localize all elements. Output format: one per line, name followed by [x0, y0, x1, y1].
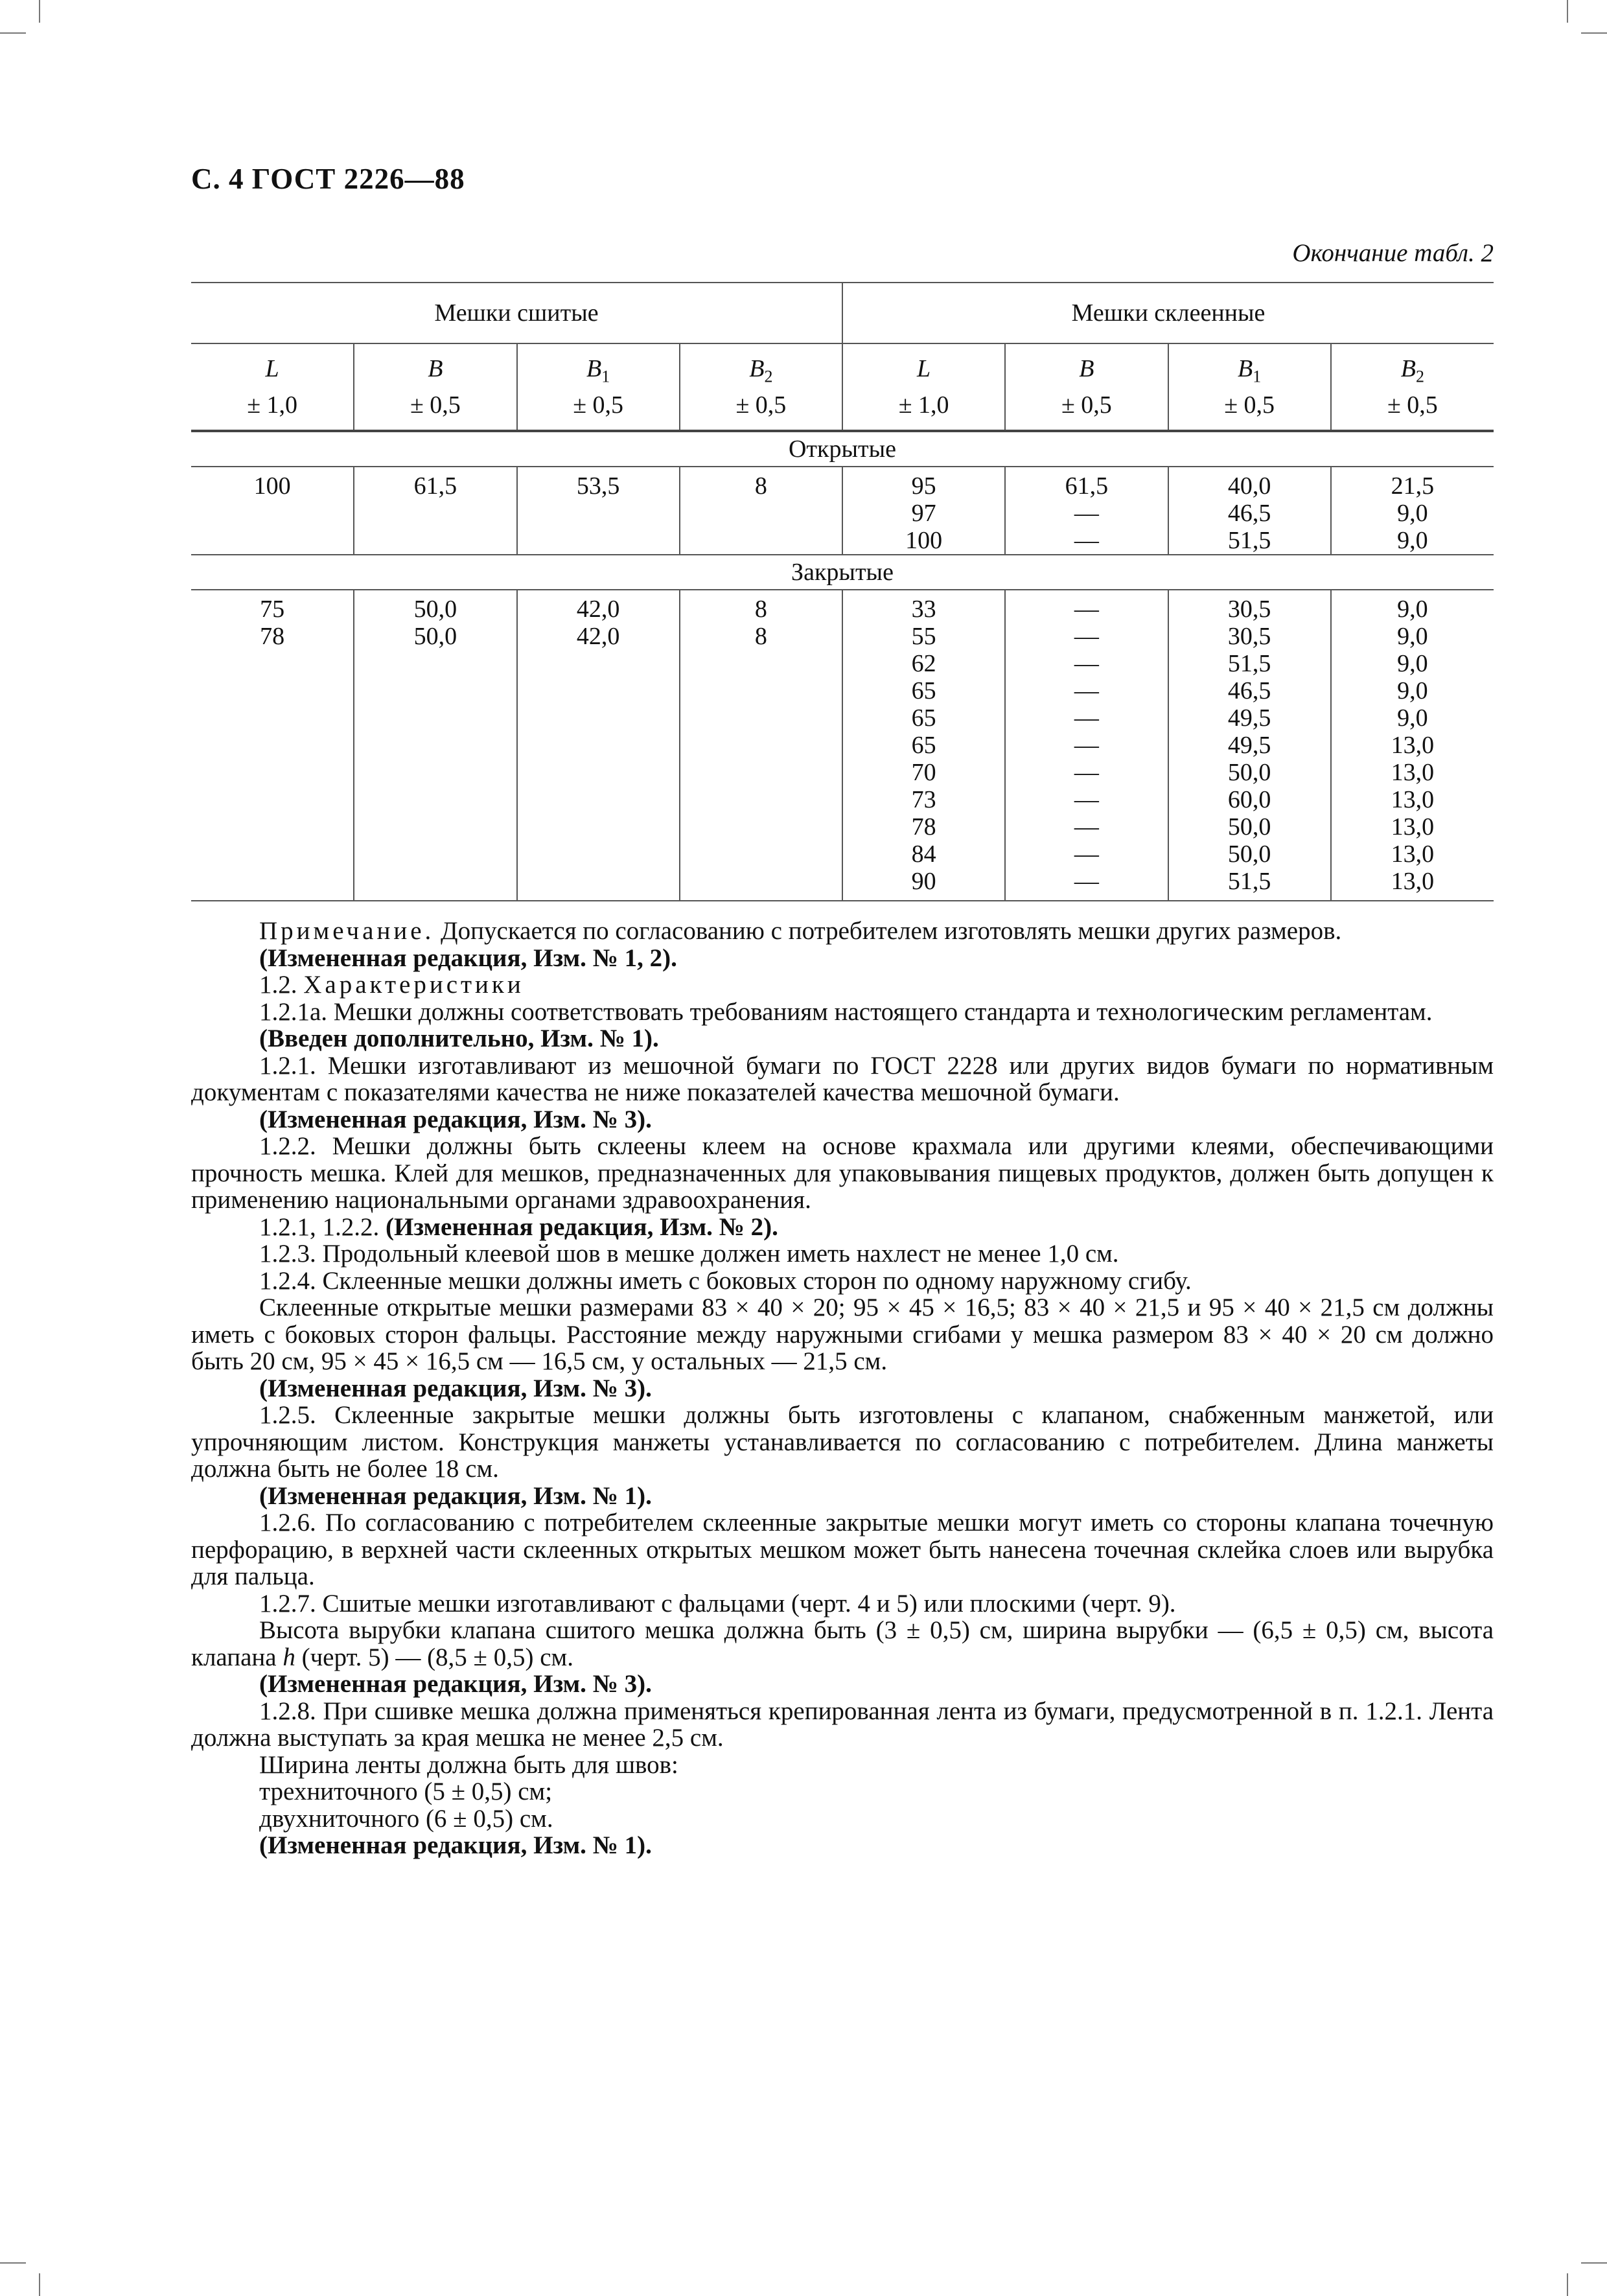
paragraph-1-2-7-b — [191, 1617, 1494, 1671]
cell-value: 55 — [911, 623, 936, 650]
table-cell — [1331, 467, 1494, 555]
table-cell — [842, 590, 1005, 901]
table-cell — [1168, 590, 1331, 901]
cell-value: 21,5 — [1391, 472, 1435, 500]
column-header — [1331, 343, 1494, 431]
cell-value: 51,5 — [1227, 650, 1271, 677]
cell-value: 42,0 — [576, 596, 620, 623]
note-label: Примечание. — [259, 917, 435, 945]
cell-value: 13,0 — [1391, 813, 1435, 841]
paragraph-three-thread: трехниточного (5 ± 0,5) см; — [259, 1778, 553, 1805]
column-symbol: B — [1238, 354, 1253, 382]
column-header — [354, 343, 516, 431]
table-cell — [354, 590, 516, 901]
crop-mark-bottom-left-h — [0, 2262, 26, 2264]
symbol-h: h — [283, 1643, 295, 1671]
group-sewn-bags: Мешки сшитые — [191, 283, 842, 343]
dimensions-table — [191, 282, 1494, 901]
table-cell — [517, 590, 680, 901]
section-title: Характеристики — [303, 971, 524, 999]
column-tolerance: ± 0,5 — [410, 391, 461, 419]
column-header — [1168, 343, 1331, 431]
cell-value: 46,5 — [1227, 677, 1271, 704]
cell-value: 46,5 — [1227, 500, 1271, 527]
paragraph-two-thread: двухниточного (6 ± 0,5) см. — [259, 1804, 553, 1833]
column-tolerance: ± 0,5 — [1224, 391, 1275, 419]
paragraph-1-2-4: 1.2.4. Склеенные мешки должны иметь с боковых сторон по одному наружному сгибу. — [259, 1266, 1192, 1295]
cell-value: 40,0 — [1227, 472, 1271, 500]
cell-value: 65 — [911, 677, 936, 704]
table-section-row — [191, 431, 1494, 467]
cell-value: — — [1074, 732, 1099, 759]
table-cell — [1168, 467, 1331, 555]
cell-value: — — [1074, 786, 1099, 813]
column-header — [1005, 343, 1168, 431]
cell-value: 13,0 — [1391, 732, 1435, 759]
cell-value: 100 — [905, 527, 943, 554]
cell-value: — — [1074, 813, 1099, 841]
cell-value: — — [1074, 527, 1099, 554]
paragraph-1-2-6: 1.2.6. По согласованию с потребителем склеенные закрытые мешки могут иметь со стороны клапана точечную перфорацию, в верхней части склеенных открытых мешком может быть нанесена точечная склейка слоев или вырубка для пальца. — [191, 1509, 1494, 1590]
cell-value: 9,0 — [1397, 596, 1428, 623]
paragraph-1-2-5: 1.2.5. Склеенные закрытые мешки должны быть изготовлены с клапаном, снабженным манжетой, или упрочняющим листом. Конструкция манжеты устанавливается по согласованию с потребителем. Длина манжеты должна быть не более 18 см. — [191, 1401, 1494, 1483]
cell-value: 49,5 — [1227, 704, 1271, 732]
table-row — [191, 590, 1494, 901]
cell-value: — — [1074, 623, 1099, 650]
table-caption: Окончание табл. 2 — [1292, 239, 1494, 267]
amendment-1-a: (Измененная редакция, Изм. № 1). — [259, 1481, 652, 1510]
cell-value: 50,0 — [1227, 841, 1271, 868]
ref-1-2-1-1-2-2: 1.2.1, 1.2.2. — [259, 1212, 386, 1241]
crop-mark-top-left-v — [39, 0, 40, 23]
cell-value: — — [1074, 704, 1099, 732]
cell-value: 65 — [911, 732, 936, 759]
cell-value: 13,0 — [1391, 841, 1435, 868]
section-heading — [191, 971, 1494, 999]
cell-value: — — [1074, 500, 1099, 527]
column-symbol: L — [917, 354, 931, 382]
table-row — [191, 467, 1494, 555]
cell-value: 53,5 — [576, 472, 620, 500]
column-tolerance: ± 0,5 — [735, 391, 787, 419]
cell-value: 60,0 — [1227, 786, 1271, 813]
cell-value: 9,0 — [1397, 704, 1428, 732]
cell-value: 61,5 — [413, 472, 457, 500]
crop-mark-top-right-v — [1567, 0, 1568, 23]
paragraph-1-2-1: 1.2.1. Мешки изготавливают из мешочной бумаги по ГОСТ 2228 или других видов бумаги по нормативным документам с показателями качества не ниже показателей качества мешочной бумаги. — [191, 1051, 1494, 1106]
cell-value: 8 — [754, 623, 767, 650]
column-header — [517, 343, 680, 431]
crop-mark-bottom-right-h — [1581, 2262, 1607, 2264]
cell-value: 13,0 — [1391, 759, 1435, 786]
column-symbol: B — [1400, 354, 1416, 382]
table-section-row — [191, 555, 1494, 590]
cell-value: 50,0 — [413, 596, 457, 623]
note-text: Допускается по согласованию с потребителем изготовлять мешки других размеров. — [434, 917, 1342, 945]
table-cell — [1005, 467, 1168, 555]
section-title: Открытые — [191, 431, 1494, 467]
column-subscript: 1 — [1253, 367, 1262, 386]
cell-value: 50,0 — [413, 623, 457, 650]
cell-value: 65 — [911, 704, 936, 732]
cell-value: 95 — [911, 472, 936, 500]
section-number: 1.2. — [259, 971, 304, 999]
table-column-header — [191, 343, 1494, 431]
column-symbol: L — [265, 354, 279, 382]
cell-value: 61,5 — [1065, 472, 1109, 500]
paragraph-1-2-3: 1.2.3. Продольный клеевой шов в мешке должен иметь нахлест не менее 1,0 см. — [259, 1240, 1119, 1268]
crop-mark-bottom-right-v — [1567, 2273, 1568, 2296]
cell-value: 9,0 — [1397, 650, 1428, 677]
cell-value: — — [1074, 596, 1099, 623]
column-tolerance: ± 0,5 — [1387, 391, 1438, 419]
column-tolerance: ± 1,0 — [247, 391, 298, 419]
section-title: Закрытые — [191, 555, 1494, 590]
p-1-2-7-b-post: (черт. 5) — (8,5 ± 0,5) см. — [295, 1643, 573, 1671]
cell-value: 84 — [911, 841, 936, 868]
cell-value: 8 — [754, 596, 767, 623]
column-tolerance: ± 1,0 — [898, 391, 949, 419]
cell-value: 9,0 — [1397, 623, 1428, 650]
body-text — [191, 918, 1494, 1859]
amendment-3-c: (Измененная редакция, Изм. № 3). — [259, 1670, 652, 1698]
introduced-amendment-1: (Введен дополнительно, Изм. № 1). — [259, 1025, 659, 1052]
cell-value: — — [1074, 759, 1099, 786]
cell-value: 42,0 — [576, 623, 620, 650]
crop-mark-bottom-left-v — [39, 2273, 40, 2296]
cell-value: 51,5 — [1227, 527, 1271, 554]
column-header — [680, 343, 842, 431]
cell-value: 73 — [911, 786, 936, 813]
crop-mark-top-left-h — [0, 32, 26, 34]
cell-value: 70 — [911, 759, 936, 786]
column-symbol: B — [1079, 354, 1094, 382]
paragraph-1-2-7: 1.2.7. Сшитые мешки изготавливают с фальцами (черт. 4 и 5) или плоскими (черт. 9). — [259, 1589, 1176, 1618]
crop-mark-top-right-h — [1581, 32, 1607, 34]
column-subscript: 2 — [1415, 367, 1424, 386]
amendment-3-b: (Измененная редакция, Изм. № 3). — [259, 1374, 652, 1402]
amendment-1-2: (Измененная редакция, Изм. № 1, 2). — [259, 944, 677, 972]
cell-value: 51,5 — [1227, 868, 1271, 895]
cell-value: 30,5 — [1227, 623, 1271, 650]
cell-value: 30,5 — [1227, 596, 1271, 623]
cell-value: — — [1074, 868, 1099, 895]
cell-value: 33 — [911, 596, 936, 623]
amendment-1-b: (Измененная редакция, Изм. № 1). — [259, 1831, 652, 1859]
cell-value: 9,0 — [1397, 527, 1428, 554]
column-symbol: B — [428, 354, 443, 382]
cell-value: 90 — [911, 868, 936, 895]
table-cell — [191, 467, 354, 555]
amendment-2-line — [191, 1214, 1494, 1241]
cell-value: 78 — [911, 813, 936, 841]
table-note — [191, 918, 1494, 945]
table-cell — [354, 467, 516, 555]
table-cell — [680, 590, 842, 901]
column-header — [191, 343, 354, 431]
column-subscript: 1 — [601, 367, 610, 386]
cell-value: 8 — [754, 472, 767, 500]
cell-value: 49,5 — [1227, 732, 1271, 759]
column-tolerance: ± 0,5 — [1061, 391, 1112, 419]
cell-value: 62 — [911, 650, 936, 677]
paragraph-1-2-1a: 1.2.1а. Мешки должны соответствовать требованиям настоящего стандарта и технологическим регламентам. — [259, 997, 1433, 1026]
cell-value: 97 — [911, 500, 936, 527]
cell-value: 9,0 — [1397, 500, 1428, 527]
table-cell — [842, 467, 1005, 555]
cell-value: 13,0 — [1391, 868, 1435, 895]
cell-value: — — [1074, 841, 1099, 868]
cell-value: 75 — [260, 596, 285, 623]
paragraph-1-2-8: 1.2.8. При сшивке мешка должна применяться крепированная лента из бумаги, предусмотренной в п. 1.2.1. Лента должна выступать за края мешка не менее 2,5 см. — [191, 1697, 1494, 1752]
table-cell — [680, 467, 842, 555]
table-cell — [1331, 590, 1494, 901]
column-symbol: B — [586, 354, 602, 382]
amendment-2: (Измененная редакция, Изм. № 2). — [386, 1212, 778, 1241]
page-header: С. 4 ГОСТ 2226—88 — [191, 163, 465, 195]
cell-value: 9,0 — [1397, 677, 1428, 704]
p-1-2-7-b-pre: Высота вырубки клапана сшитого мешка должна быть (3 ± 0,5) см, ширина вырубки — (6,5 ± 0,5) см, высота клапана — [191, 1616, 1494, 1671]
table-cell — [191, 590, 354, 901]
column-symbol: B — [749, 354, 765, 382]
paragraph-tape-width: Ширина ленты должна быть для швов: — [259, 1750, 678, 1779]
cell-value: 78 — [260, 623, 285, 650]
cell-value: — — [1074, 650, 1099, 677]
column-subscript: 2 — [764, 367, 773, 386]
cell-value: 13,0 — [1391, 786, 1435, 813]
paragraph-1-2-4-b: Склеенные открытые мешки размерами 83 × 40 × 20; 95 × 45 × 16,5; 83 × 40 × 21,5 и 95 × 40 × 21,5 см должны иметь с боковых сторон фальцы. Расстояние между наружными сгибами у мешка размером 83 × 40 × 20 см должно быть 20 см, 95 × 45 × 16,5 см — 16,5 см, у остальных — 21,5 см. — [191, 1293, 1494, 1375]
cell-value: — — [1074, 677, 1099, 704]
cell-value: 50,0 — [1227, 759, 1271, 786]
cell-value: 100 — [253, 472, 291, 500]
column-header — [842, 343, 1005, 431]
group-glued-bags: Мешки склеенные — [842, 283, 1494, 343]
amendment-3-a: (Измененная редакция, Изм. № 3). — [259, 1105, 652, 1133]
table-body — [191, 431, 1494, 901]
paragraph-1-2-2: 1.2.2. Мешки должны быть склеены клеем на основе крахмала или другими клеями, обеспечивающими прочность мешка. Клей для мешков, предназначенных для упаковывания пищевых продуктов, должен быть допущен к применению национальными органами здравоохранения. — [191, 1132, 1494, 1214]
table-group-header — [191, 283, 1494, 343]
cell-value: 50,0 — [1227, 813, 1271, 841]
table-cell — [1005, 590, 1168, 901]
column-tolerance: ± 0,5 — [573, 391, 624, 419]
table-cell — [517, 467, 680, 555]
